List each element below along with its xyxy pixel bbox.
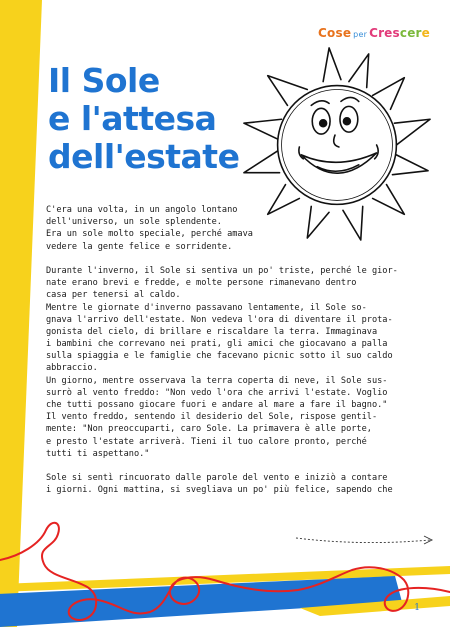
text-line: abbraccio. — [46, 363, 98, 374]
logo-word-cose: Cose — [318, 26, 352, 40]
text-line: i bambini che correvano nei prati, gli amici che giocavano a palla — [46, 339, 388, 350]
text-line: tutti ti aspettano." — [46, 448, 150, 459]
text-line: surrò al vento freddo: "Non vedo l'ora che arrivi l'estate. Voglio — [46, 387, 388, 398]
brand-logo — [318, 26, 430, 40]
text-line: sulla spiaggia e le famiglie che facevano picnic sotto il suo caldo — [46, 351, 393, 362]
logo-word-per: per — [353, 30, 368, 39]
text-line: Era un sole molto speciale, perché amava — [46, 229, 253, 240]
text-line: gonista del cielo, di brillare e riscaldare la terra. Immaginava — [46, 326, 378, 337]
text-line: Mentre le giornate d'inverno passavano lentamente, il Sole so- — [46, 302, 367, 313]
bottom-decoration — [0, 520, 450, 627]
text-line: gnava l'arrivo dell'estate. Non vedeva l'ora di diventare il prota- — [46, 314, 393, 325]
text-line: che tutti possano giocare fuori e andare al mare a fare il bagno." — [46, 400, 388, 410]
text-line: Durante l'inverno, il Sole si sentiva un po' triste, perché le gior- — [46, 265, 398, 276]
page-number: 1 — [414, 603, 420, 613]
text-line: Sole si sentì rincuorato dalle parole del vento e iniziò a contare — [46, 473, 388, 484]
text-line: C'era una volta, in un angolo lontano — [46, 205, 238, 215]
paragraph-2 — [46, 265, 408, 460]
page-title — [48, 62, 248, 176]
text-line: i giorni. Ogni mattina, si svegliava un po' più felice, sapendo che — [46, 485, 393, 496]
logo-word-crescere-a: Cres — [369, 26, 400, 40]
paragraph-1 — [46, 204, 408, 253]
text-line: Un giorno, mentre osservava la terra coperta di neve, il Sole sus- — [46, 375, 388, 386]
text-line: e presto l'estate arriverà. Tieni il tuo calore pronto, perché — [46, 436, 367, 447]
text-line: Il vento freddo, sentendo il desiderio del Sole, rispose gentil- — [46, 412, 378, 423]
logo-word-crescere-c: e — [421, 26, 430, 40]
title-line-2: e l'attesa — [48, 99, 217, 138]
paragraph-3 — [46, 472, 408, 496]
logo-word-crescere-b: cer — [399, 26, 422, 40]
text-line: mente: "Non preoccuparti, caro Sole. La primavera è alle porte, — [46, 424, 372, 435]
title-line-1: Il Sole — [48, 61, 160, 100]
text-line: casa per tenersi al caldo. — [46, 290, 181, 301]
text-line: dell'universo, un sole splendente. — [46, 217, 222, 228]
title-line-3: dell'estate — [48, 137, 240, 176]
story-text — [46, 204, 408, 497]
text-line: vedere la gente felice e sorridente. — [46, 241, 233, 252]
text-line: nate erano brevi e fredde, e molte persone rimanevano dentro — [46, 278, 357, 289]
